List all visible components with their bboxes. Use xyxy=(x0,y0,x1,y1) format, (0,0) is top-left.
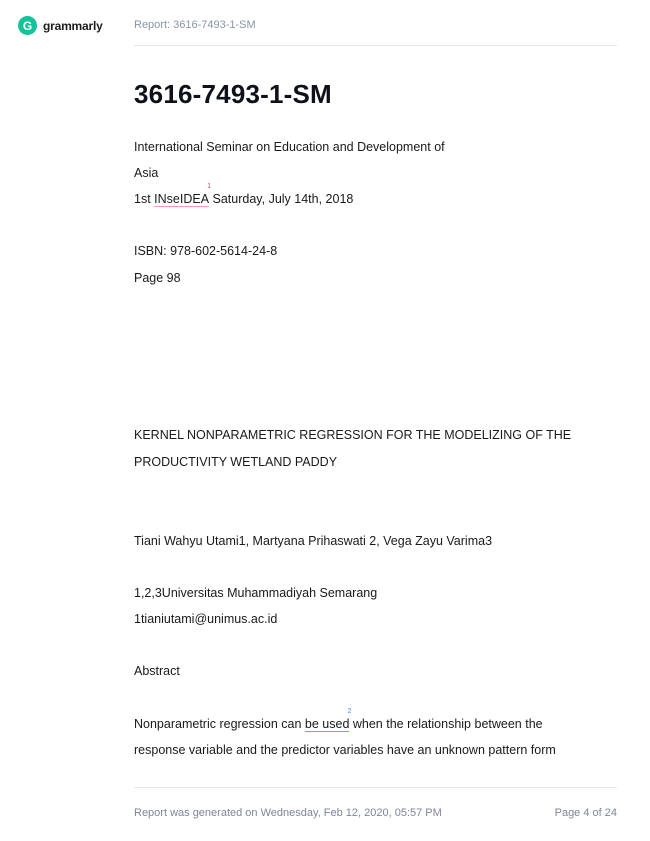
flagged-word: INseIDEA xyxy=(154,192,210,206)
page-counter: Page 4 of 24 xyxy=(554,807,617,819)
logo-wordmark: grammarly xyxy=(43,18,103,33)
paper-title-line-2: PRODUCTIVITY WETLAND PADDY xyxy=(134,455,338,469)
abstract-line-1 xyxy=(134,708,543,731)
event-suffix: Saturday, July 14th, 2018 xyxy=(209,192,354,206)
abstract-pre: Nonparametric regression can xyxy=(134,717,305,731)
paper-title-line-1: KERNEL NONPARAMETRIC REGRESSION FOR THE MODELIZING OF THE xyxy=(134,428,572,442)
footer-divider xyxy=(134,787,617,788)
grammarly-logo-icon: G xyxy=(18,16,37,35)
seminar-line-1: International Seminar on Education and Development of xyxy=(134,140,445,154)
authors-line: Tiani Wahyu Utami1, Martyana Prihaswati 2, Vega Zayu Varima3 xyxy=(134,534,493,548)
event-prefix: 1st xyxy=(134,192,155,206)
abstract-line-2: response variable and the predictor variables have an unknown pattern form xyxy=(134,743,556,757)
report-header-title: Report: 3616-7493-1-SM xyxy=(134,19,256,31)
flagged-phrase: be used xyxy=(304,717,350,731)
isbn-line: ISBN: 978-602-5614-24-8 xyxy=(134,244,278,258)
email-line: 1tianiutami@unimus.ac.id xyxy=(134,612,278,626)
header-divider xyxy=(134,45,617,46)
advanced-issue-highlight[interactable] xyxy=(304,708,352,732)
affiliation-line: 1,2,3Universitas Muhammadiyah Semarang xyxy=(134,586,378,600)
critical-issue-highlight[interactable] xyxy=(154,183,212,207)
grammarly-logo xyxy=(18,16,103,35)
issue-number-badge: 2 xyxy=(347,708,352,715)
event-line xyxy=(134,183,354,206)
seminar-line-2: Asia xyxy=(134,166,159,180)
document-title: 3616-7493-1-SM xyxy=(134,79,332,109)
abstract-post: when the relationship between the xyxy=(349,717,543,731)
page-line: Page 98 xyxy=(134,271,181,285)
issue-number-badge: 1 xyxy=(207,183,212,190)
report-generated-text: Report was generated on Wednesday, Feb 12, 2020, 05:57 PM xyxy=(134,807,442,819)
abstract-heading: Abstract xyxy=(134,664,180,678)
